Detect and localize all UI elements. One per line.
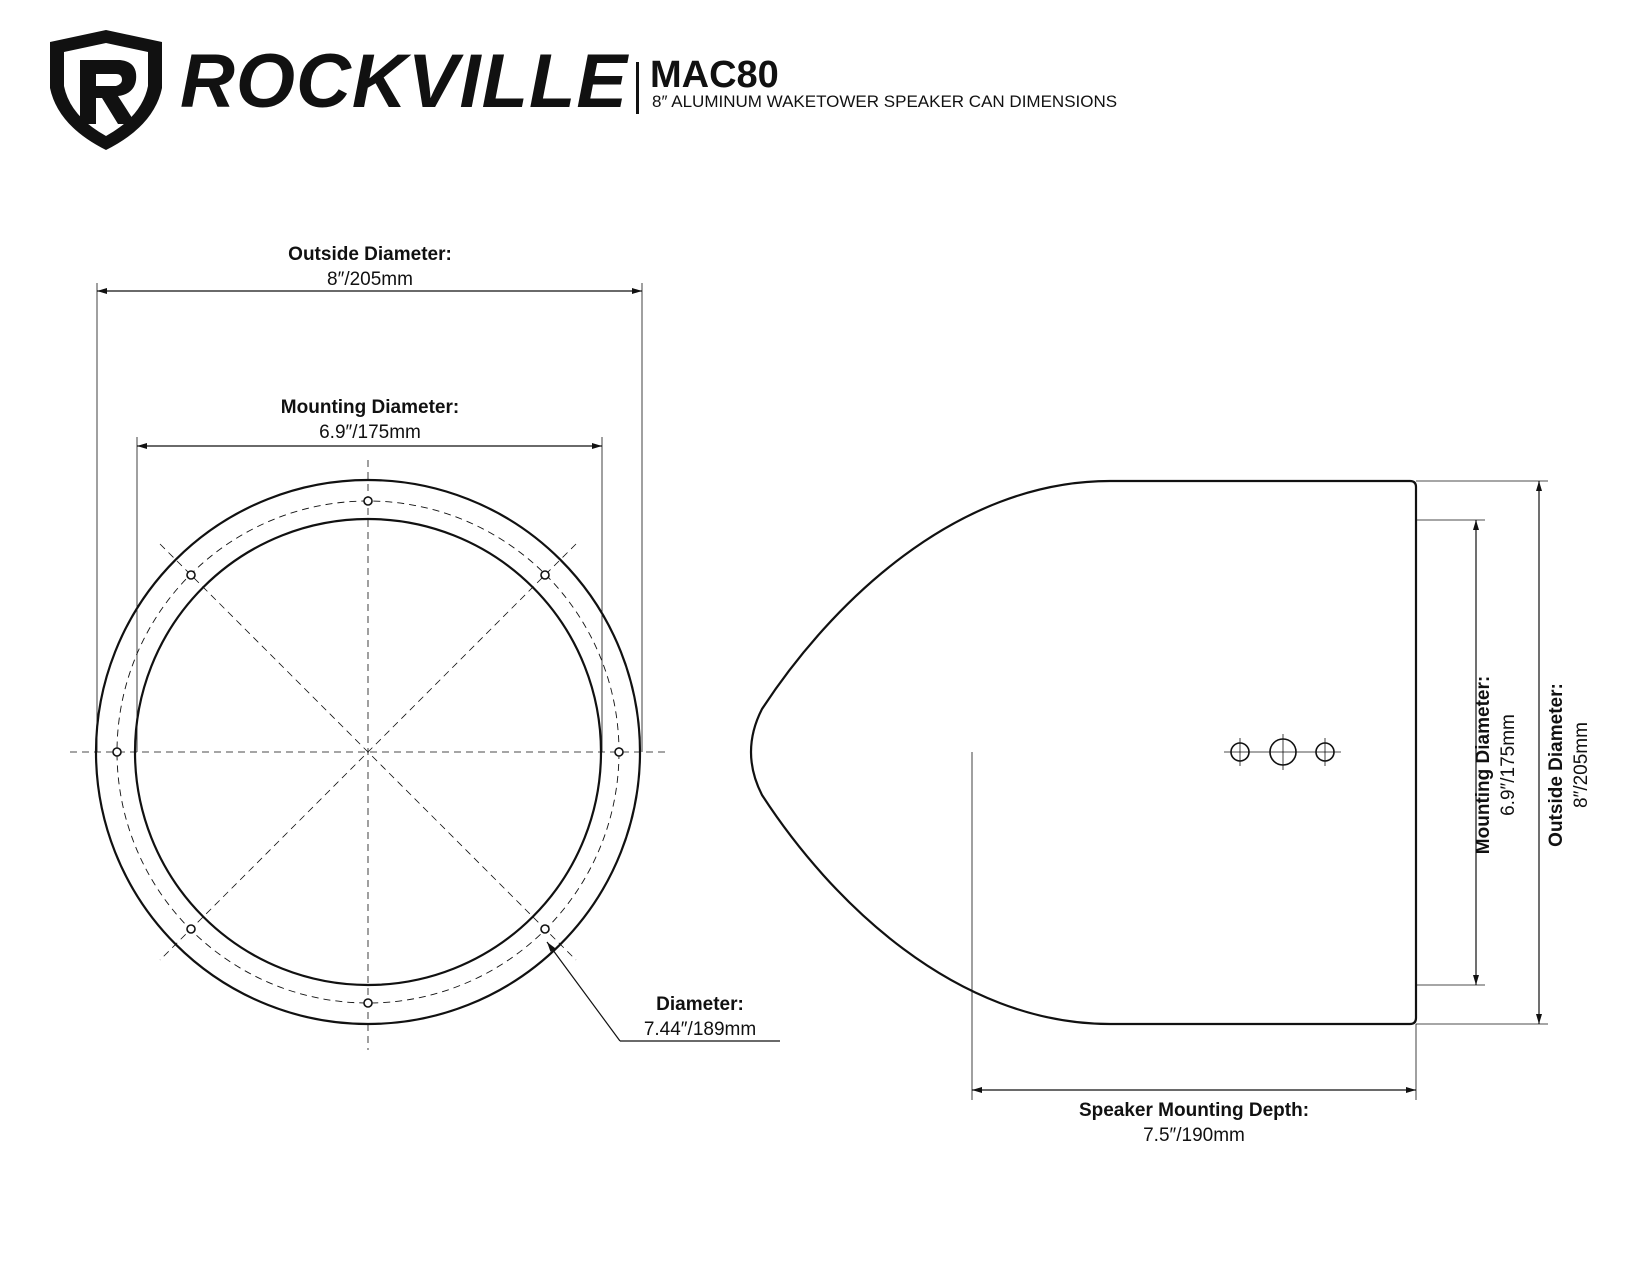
hole-diameter-title: Diameter: xyxy=(656,994,744,1015)
side-mounting-diameter-label xyxy=(1471,645,1521,885)
side-mounting-diameter-title: Mounting Diameter: xyxy=(1473,675,1494,855)
mounting-diameter-label xyxy=(235,395,505,445)
side-view xyxy=(751,481,1548,1100)
mounting-depth-title: Speaker Mounting Depth: xyxy=(1078,1100,1310,1121)
side-mounting-diameter-value: 6.9″/175mm xyxy=(1498,714,1519,816)
terminal-holes xyxy=(1224,734,1341,770)
hole-diameter-value: 7.44″/189mm xyxy=(643,1019,757,1040)
mounting-diameter-title: Mounting Diameter: xyxy=(280,397,460,418)
side-outside-diameter-title: Outside Diameter: xyxy=(1546,683,1567,847)
mounting-diameter-value: 6.9″/175mm xyxy=(319,422,421,443)
page-subtitle: 8″ ALUMINUM WAKETOWER SPEAKER CAN DIMENSIONS xyxy=(652,92,1118,111)
brand-name: ROCKVILLE xyxy=(180,39,629,124)
outside-diameter-title: Outside Diameter: xyxy=(288,244,452,265)
front-centerlines xyxy=(70,460,668,1050)
model-name: MAC80 xyxy=(650,54,779,96)
side-outside-diameter-label xyxy=(1544,655,1594,875)
outside-diameter-label xyxy=(235,242,505,292)
mounting-depth-label xyxy=(1044,1098,1344,1148)
side-outside-diameter-value: 8″/205mm xyxy=(1571,722,1592,808)
hole-diameter-label xyxy=(620,992,780,1042)
outside-diameter-value: 8″/205mm xyxy=(327,269,413,290)
mounting-depth-value: 7.5″/190mm xyxy=(1143,1125,1245,1146)
